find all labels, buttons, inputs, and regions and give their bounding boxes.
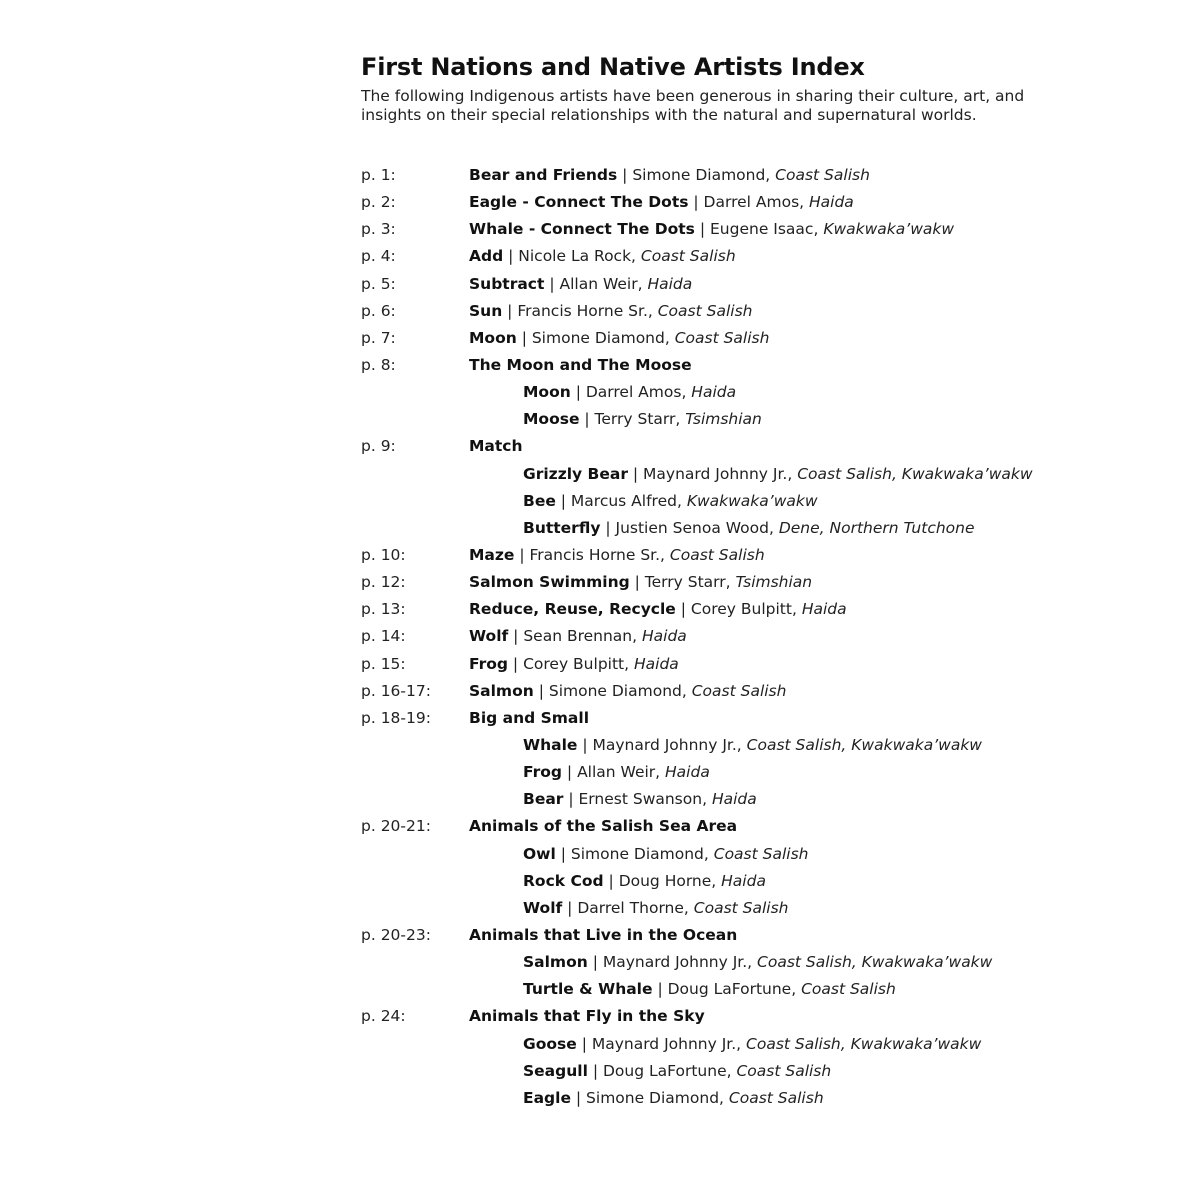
nation-name: Coast Salish: [669, 545, 765, 564]
index-entry: [361, 433, 1081, 460]
artwork-title: Moose: [523, 410, 580, 429]
page-number: p. 20-23:: [361, 925, 431, 944]
artist-name: Francis Horne Sr.,: [529, 545, 670, 564]
index-subentry: [361, 949, 1081, 976]
index-subentry: [361, 461, 1081, 488]
nation-name: Coast Salish: [728, 1088, 824, 1107]
entry-text: [469, 189, 854, 216]
separator: |: [570, 383, 586, 402]
index-entry: [361, 651, 1081, 678]
separator: |: [508, 627, 524, 646]
entry-text: [523, 786, 757, 813]
nation-name: Coast Salish: [640, 247, 736, 266]
artwork-title: Bear: [523, 790, 564, 809]
index-subentry: [361, 406, 1081, 433]
nation-name: Dene, Northern Tutchone: [778, 518, 975, 537]
entry-text: [523, 868, 766, 895]
artwork-title: Frog: [469, 654, 508, 673]
index-entry: [361, 596, 1081, 623]
index-entry: [361, 216, 1081, 243]
page-number: p. 9:: [361, 437, 396, 456]
index-entry: [361, 542, 1081, 569]
nation-name: Coast Salish: [674, 328, 770, 347]
separator: |: [587, 953, 603, 972]
index-subentry: [361, 868, 1081, 895]
artist-name: Simone Diamond,: [632, 166, 776, 184]
artist-name: Justien Senoa Wood,: [615, 518, 779, 537]
index-entry: [361, 569, 1081, 596]
index-entry: [361, 623, 1081, 650]
section-title: The Moon and The Moose: [469, 355, 692, 374]
artist-name: Maynard Johnny Jr.,: [591, 1034, 747, 1053]
index-entry: [361, 813, 1081, 840]
nation-name: Coast Salish: [736, 1061, 832, 1080]
separator: |: [544, 274, 560, 293]
index-subentry: [361, 1085, 1081, 1112]
entry-text: [469, 325, 769, 352]
artist-name: Eugene Isaac,: [710, 220, 824, 239]
separator: |: [562, 898, 578, 917]
page-number: p. 10:: [361, 545, 406, 564]
nation-name: Kwakwaka’wakw: [823, 220, 955, 239]
artist-name: Simone Diamond,: [548, 681, 692, 700]
artist-name: Doug Horne,: [618, 871, 722, 890]
artist-name: Ernest Swanson,: [578, 790, 712, 809]
artwork-title: Maze: [469, 545, 515, 564]
artwork-title: Bear and Friends: [469, 166, 618, 184]
section-title: Big and Small: [469, 708, 590, 727]
section-title: Animals that Fly in the Sky: [469, 1007, 705, 1026]
artwork-title: Whale: [523, 735, 578, 754]
index-entry: [361, 162, 1081, 189]
separator: |: [503, 247, 519, 266]
index-subentry: [361, 895, 1081, 922]
index-subentry: [361, 786, 1081, 813]
separator: |: [514, 545, 530, 564]
entry-text: [469, 298, 752, 325]
index-entry: [361, 271, 1081, 298]
artwork-title: Butterfly: [523, 518, 601, 537]
entry-text: [523, 759, 710, 786]
index-entry: [361, 705, 1081, 732]
separator: |: [555, 491, 571, 510]
entry-text: [523, 949, 992, 976]
artist-name: Maynard Johnny Jr.,: [592, 735, 747, 754]
entry-text: [469, 542, 765, 569]
entry-text: [469, 569, 812, 596]
index-subentry: [361, 1031, 1081, 1058]
page-number: p. 16-17:: [361, 681, 431, 700]
artwork-title: Rock Cod: [523, 871, 604, 890]
index-entry: [361, 1003, 1081, 1030]
separator: |: [576, 1034, 592, 1053]
entry-text: [523, 406, 762, 433]
separator: |: [629, 573, 645, 592]
artwork-title: Subtract: [469, 274, 545, 293]
index-entry: [361, 189, 1081, 216]
artist-name: Francis Horne Sr.,: [517, 301, 658, 320]
artwork-title: Grizzly Bear: [523, 464, 628, 483]
entry-text: [469, 352, 692, 379]
entry-text: [469, 651, 679, 678]
nation-name: Haida: [809, 193, 854, 212]
artwork-title: Salmon: [469, 681, 534, 700]
artwork-title: Bee: [523, 491, 556, 510]
nation-name: Coast Salish: [713, 844, 809, 863]
artwork-title: Owl: [523, 844, 556, 863]
artwork-title: Salmon Swimming: [469, 573, 630, 592]
entry-text: [469, 243, 736, 270]
page-number: p. 24:: [361, 1007, 406, 1026]
index-subentry: [361, 488, 1081, 515]
artist-name: Corey Bulpitt,: [690, 600, 802, 619]
index-subentry: [361, 1058, 1081, 1085]
index-subentry: [361, 976, 1081, 1003]
separator: |: [570, 1088, 587, 1107]
artwork-title: Frog: [523, 763, 562, 782]
separator: |: [533, 681, 549, 700]
separator: |: [555, 844, 571, 863]
artist-name: Darrel Thorne,: [577, 898, 694, 917]
separator: |: [688, 193, 704, 212]
index-entry: [361, 298, 1081, 325]
index-subentry: [361, 515, 1081, 542]
artwork-title: Eagle: [523, 1088, 571, 1107]
artist-name: Allan Weir,: [559, 274, 648, 293]
index-subentry: [361, 841, 1081, 868]
separator: |: [617, 166, 633, 184]
artist-name: Maynard Johnny Jr.,: [602, 953, 758, 972]
artwork-title: Goose: [523, 1034, 577, 1053]
artist-name: Allan Weir,: [577, 763, 666, 782]
section-title: Match: [469, 437, 523, 456]
index-page: [361, 52, 1081, 1112]
entry-text: [469, 216, 954, 243]
artist-name: Darrel Amos,: [585, 383, 692, 402]
entry-text: [523, 461, 1033, 488]
artwork-title: Moon: [469, 328, 517, 347]
entry-text: [523, 488, 818, 515]
page-number: p. 6:: [361, 301, 396, 320]
separator: |: [579, 410, 595, 429]
index-entry: [361, 325, 1081, 352]
page-number: p. 20-21:: [361, 817, 431, 836]
page-number: p. 18-19:: [361, 708, 431, 727]
entry-text: [469, 596, 847, 623]
artist-name: Terry Starr,: [644, 573, 736, 592]
page-number: p. 4:: [361, 247, 396, 266]
entry-text: [469, 705, 589, 732]
entry-text: [469, 433, 523, 460]
artist-name: Simone Diamond,: [570, 844, 714, 863]
separator: |: [502, 301, 518, 320]
nation-name: Coast Salish: [801, 980, 896, 999]
artist-name: Simone Diamond,: [586, 1088, 729, 1107]
artwork-title: Sun: [469, 301, 503, 320]
page-number: p. 3:: [361, 220, 396, 239]
intro-paragraph: The following Indigenous artists have been generous in sharing their culture, art, and insights on their special relationships with the natural and supernatural worlds.: [361, 87, 1025, 124]
page-number: p. 12:: [361, 573, 406, 592]
nation-name: Haida: [801, 600, 847, 619]
nation-name: Haida: [721, 871, 766, 890]
artwork-title: Turtle & Whale: [523, 980, 653, 999]
entry-text: [523, 976, 896, 1003]
entry-text: [523, 1031, 981, 1058]
artist-name: Darrel Amos,: [703, 193, 809, 212]
separator: |: [516, 328, 532, 347]
artwork-title: Wolf: [469, 627, 509, 646]
nation-name: Kwakwaka’wakw: [686, 491, 818, 510]
index-entry: [361, 243, 1081, 270]
nation-name: Coast Salish, Kwakwaka’wakw: [746, 735, 982, 754]
entry-text: [523, 515, 975, 542]
artwork-title: Salmon: [523, 953, 588, 972]
separator: |: [694, 220, 710, 239]
index-subentry: [361, 759, 1081, 786]
nation-name: Haida: [641, 627, 687, 646]
page-number: p. 2:: [361, 193, 396, 212]
nation-name: Haida: [633, 654, 679, 673]
index-entry: [361, 352, 1081, 379]
index-subentry: [361, 379, 1081, 406]
entry-text: [469, 162, 870, 189]
entry-text: [469, 922, 737, 949]
entry-text: [523, 1058, 831, 1085]
nation-name: Coast Salish, Kwakwaka’wakw: [797, 464, 1033, 483]
artist-name: Simone Diamond,: [531, 328, 675, 347]
artist-name: Corey Bulpitt,: [523, 654, 634, 673]
entry-text: [523, 1085, 824, 1112]
page-number: p. 8:: [361, 355, 396, 374]
entry-text: [523, 732, 982, 759]
artist-name: Terry Starr,: [594, 410, 686, 429]
artwork-title: Wolf: [523, 898, 563, 917]
nation-name: Coast Salish, Kwakwaka’wakw: [746, 1034, 982, 1053]
entry-text: [469, 623, 687, 650]
page-number: p. 15:: [361, 654, 406, 673]
artwork-title: Reduce, Reuse, Recycle: [469, 600, 676, 619]
artwork-title: Whale - Connect The Dots: [469, 220, 695, 239]
entry-text: [469, 1003, 705, 1030]
separator: |: [508, 654, 524, 673]
artist-name: Doug LaFortune,: [602, 1061, 737, 1080]
nation-name: Coast Salish, Kwakwaka’wakw: [757, 953, 993, 972]
section-title: Animals of the Salish Sea Area: [469, 817, 738, 836]
page-number: p. 1:: [361, 166, 396, 184]
entry-text: [523, 841, 808, 868]
artwork-title: Moon: [523, 383, 571, 402]
page-number: p. 5:: [361, 274, 396, 293]
separator: |: [577, 735, 593, 754]
page-number: p. 7:: [361, 328, 396, 347]
nation-name: Coast Salish: [691, 681, 787, 700]
separator: |: [600, 518, 616, 537]
nation-name: Haida: [665, 763, 710, 782]
separator: |: [652, 980, 668, 999]
index-list: [361, 162, 1081, 1112]
page-number: p. 14:: [361, 627, 406, 646]
entry-text: [469, 813, 737, 840]
separator: |: [587, 1061, 603, 1080]
separator: |: [675, 600, 691, 619]
index-entry: [361, 678, 1081, 705]
nation-name: Tsimshian: [685, 410, 762, 429]
artist-name: Doug LaFortune,: [667, 980, 802, 999]
nation-name: Haida: [647, 274, 693, 293]
nation-name: Coast Salish: [657, 301, 753, 320]
separator: |: [562, 763, 578, 782]
artwork-title: Add: [469, 247, 504, 266]
artist-name: Marcus Alfred,: [570, 491, 687, 510]
page-number: p. 13:: [361, 600, 406, 619]
nation-name: Haida: [691, 383, 737, 402]
section-title: Animals that Live in the Ocean: [469, 925, 738, 944]
artist-name: Nicole La Rock,: [518, 247, 641, 266]
entry-text: [523, 895, 789, 922]
index-entry: [361, 922, 1081, 949]
nation-name: Haida: [711, 790, 757, 809]
separator: |: [603, 871, 619, 890]
artwork-title: Eagle - Connect The Dots: [469, 193, 689, 212]
entry-text: [469, 678, 786, 705]
artwork-title: Seagull: [523, 1061, 588, 1080]
nation-name: Coast Salish: [693, 898, 789, 917]
nation-name: Coast Salish: [775, 166, 870, 184]
separator: |: [627, 464, 644, 483]
page-title: First Nations and Native Artists Index: [361, 53, 865, 81]
artist-name: Maynard Johnny Jr.,: [643, 464, 798, 483]
artist-name: Sean Brennan,: [523, 627, 642, 646]
entry-text: [523, 379, 736, 406]
entry-text: [469, 271, 692, 298]
nation-name: Tsimshian: [735, 573, 813, 592]
index-subentry: [361, 732, 1081, 759]
separator: |: [563, 790, 579, 809]
